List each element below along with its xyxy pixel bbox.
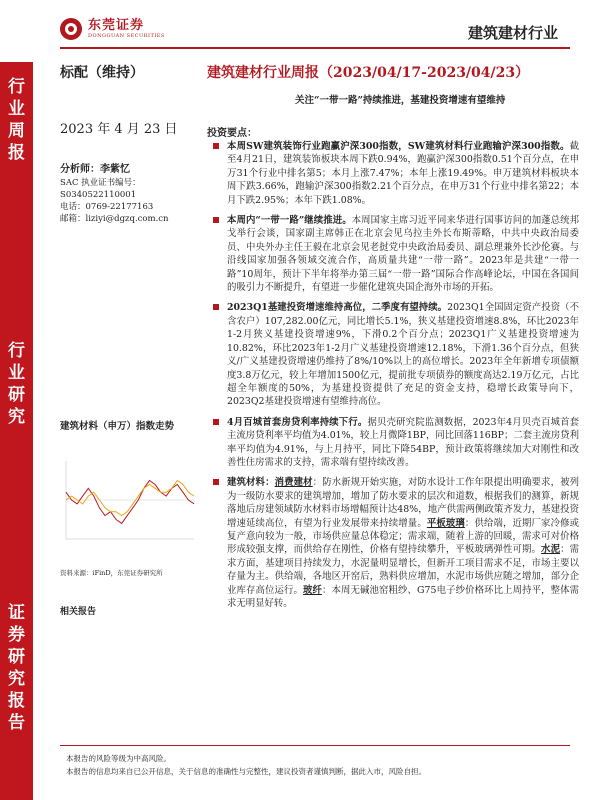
side-label-char: 研: [8, 385, 25, 405]
side-label-char: 业: [8, 99, 25, 119]
side-label-report-text: [0, 602, 33, 734]
chart-source: 资料来源：iFinD，东莞证券研究所: [60, 569, 163, 577]
main-content: [207, 140, 579, 617]
key-point-paragraph: [207, 301, 579, 408]
footer-risk-level: 本报告的风险等级为中高风险。: [66, 754, 171, 763]
page-subtitle: 关注“一带一路”持续推进，基建投资增速有望维持: [295, 95, 506, 106]
section-label: 投资要点：: [207, 128, 257, 139]
page-title: 建筑建材行业周报（2023/04/17-2023/04/23）: [207, 65, 530, 81]
side-label-char: 券: [8, 625, 25, 645]
analyst-cert-label: SAC 执业证书编号：: [60, 178, 141, 188]
side-label-weekly: [0, 76, 33, 164]
analyst-phone: 电话：0769-22177163: [60, 202, 154, 212]
related-reports[interactable]: 相关报告: [60, 607, 97, 617]
side-label-report: [0, 602, 33, 734]
side-label-research-text: [0, 340, 33, 428]
side-label-char: 报: [8, 143, 25, 163]
industry-tag: 建筑建材行业: [467, 24, 558, 42]
paragraph-highlight: 本周SW建筑装饰行业跑赢沪深300指数，SW建筑材料行业跑输沪深300指数。: [227, 141, 570, 152]
paragraph-highlight: 2023Q1基建投资增速维持高位，二季度有望持续。: [227, 302, 448, 314]
side-label-char: 报: [8, 691, 25, 711]
paragraph-highlight: 4月百城首套房贷利率持续下行。: [227, 416, 368, 428]
bullet-square-icon: [213, 143, 219, 149]
paragraph-subheading: 水泥: [541, 544, 561, 556]
bullet-square-icon: [213, 419, 219, 425]
logo-en: DONGGUAN SECURITIES: [88, 32, 165, 39]
side-label-char: 证: [8, 603, 25, 623]
side-label-char: 究: [8, 407, 25, 427]
index-chart-svg: [60, 455, 200, 545]
analyst-cert-no: S0340522110001: [60, 190, 137, 200]
analyst-name: 李紫忆: [100, 164, 130, 175]
footer-divider: [60, 745, 570, 746]
paragraph-text: ：防水新规开始实施，对防水设计工作年限提出明确要求，被列为一级防水要求的建筑增加，增加了防水要求的层次和道数，根据我们的测算，新规落地后房建领域防水材料市场增幅预计达48%，地产供需两侧政策齐发力，基建投资增速延续高位，有望为行业发展带来持续增量。: [227, 477, 579, 529]
side-label-research: [0, 340, 33, 428]
header-divider: [60, 47, 570, 49]
top-header: [0, 0, 600, 62]
report-date: 2023 年 4 月 23 日: [60, 122, 178, 137]
key-point-paragraph: [207, 476, 579, 610]
paragraph-text: ：需求方面，基建项目持续发力，水泥量明显增长，但新开工项目需求不足，市场主要以存量为主。供给端，各地区开窑后，熟料供应增加，水泥市场供应随之增加，部分企业库存高位运行。: [227, 544, 579, 596]
paragraph-text: ：本周无碱池窑粗纱、G75电子纱价格环比上周持平，整体需求无明显好转。: [227, 584, 579, 609]
side-label-char: 研: [8, 647, 25, 667]
chart-title: 建筑材料（申万）指数走势: [60, 421, 175, 432]
side-label-char: 周: [8, 121, 25, 141]
paragraph-subheading: 消费建材: [274, 477, 313, 489]
paragraph-highlight: 建筑材料：: [227, 477, 275, 489]
side-label-char: 行: [8, 77, 25, 97]
logo-mark-icon: [60, 18, 82, 40]
index-chart: [60, 455, 200, 545]
paragraph-text: 据贝壳研究院监测数据，2023年4月贝壳百城首套主流房贷利率平均值为4.01%，较上月微降1BP，同比回落116BP；二套主流房贷利率平均值为4.91%，与上月持平，同比下降54BP，预计政策将继续加大对刚性和改善性住房需求的支持，需求端有望持续改善。: [227, 416, 579, 468]
chart-series-line-0: [66, 481, 194, 524]
paragraph-text: ：供给端，近期厂家冷修或复产意向较为一般，市场供应量总体稳定；需求端，随着上游的回暖，需求可对价格形成较强支撑，而供给存在刚性，价格有望持续攀升，平板玻璃弹性可期。: [227, 517, 579, 556]
analyst-info: [60, 164, 200, 225]
bullet-square-icon: [213, 217, 219, 223]
analyst-name-row: [60, 164, 200, 176]
side-label-weekly-text: [0, 76, 33, 164]
logo-cn: 东莞证券: [88, 17, 145, 33]
paragraph-text: 2023Q1全国固定资产投资（不含农户）107,282.00亿元，同比增长5.1%，狭义基建投资增速8.8%，环比2023年1-2月狭义基建投资增速9%，下滑0.2个百分点；2023Q1广义基建投资增速为10.82%，环比2023年1-2月广义基建投资增速12.18%，下滑1.36个百分点，但狭义/广义基建投资增速仍维持了8%/10%以上的高位增长。2023年全年新增专项债额度3.8万亿元，较上年增加1500亿元，提前批专项债券的额度高达2.19万亿元，占比超全年额度的50%，为基建投资提供了充足的资金支持，稳增长政策导向下，2023Q2基建投资增速有望维持高位。: [227, 302, 579, 408]
footer-disclaimer: 本报告的信息均来自已公开信息，关于信息的准确性与完整性，建议投资者谨慎判断，据此入市，风险自担。: [66, 767, 426, 776]
key-point-paragraph: [207, 214, 579, 294]
bullet-square-icon: [213, 304, 219, 310]
key-point-paragraph: [207, 140, 579, 207]
paragraph-text: 截至4月21日，建筑装饰板块本周下跌0.94%，跑赢沪深300指数0.51个百分点，在申万31个行业中排名第5；本月上涨7.47%；本年上涨19.49%。申万建筑材料板块本周下跌3.66%，跑输沪深300指数2.21个百分点，在申万31个行业中排名第22；本月下跌2.95%；本年下跌1.08%。: [227, 141, 579, 206]
side-label-char: 究: [8, 669, 25, 689]
logo-text: [88, 19, 165, 40]
company-logo: [60, 18, 165, 40]
side-label-char: 告: [8, 713, 25, 733]
rating: 标配（维持）: [60, 65, 144, 81]
analyst-email[interactable]: 邮箱：liziyi@dgzq.com.cn: [60, 214, 169, 224]
bullet-square-icon: [213, 479, 219, 485]
paragraph-subheading: 玻纤: [303, 584, 323, 596]
side-label-char: 业: [8, 363, 25, 383]
footer: [66, 752, 566, 778]
key-point-paragraph: [207, 416, 579, 470]
side-label-char: 行: [8, 341, 25, 361]
analyst-label: 分析师：: [60, 164, 100, 175]
paragraph-subheading: 平板玻璃: [426, 517, 465, 529]
side-bar: [0, 62, 33, 800]
paragraph-text: 本周国家主席习近平同来华进行国事访问的加蓬总统邦戈举行会谈，国家副主席韩正在北京会见乌拉圭外长布斯蒂略，中共中央政治局委员、中央外办主任王毅在北京会见老挝党中央政治局委员、副总理兼外长沙伦赛。与沿线国家加强各领域交流合作，高质量共建“一带一路”。2023年是共建“一带一路”10周年，预计下半年将举办第三届“一带一路”国际合作高峰论坛，中国在各国间的吸引力不断提升，有望进一步催化建筑央国企海外市场的开拓。: [227, 215, 579, 294]
paragraph-highlight: 本周内“一带一路”继续推进。: [227, 215, 352, 227]
